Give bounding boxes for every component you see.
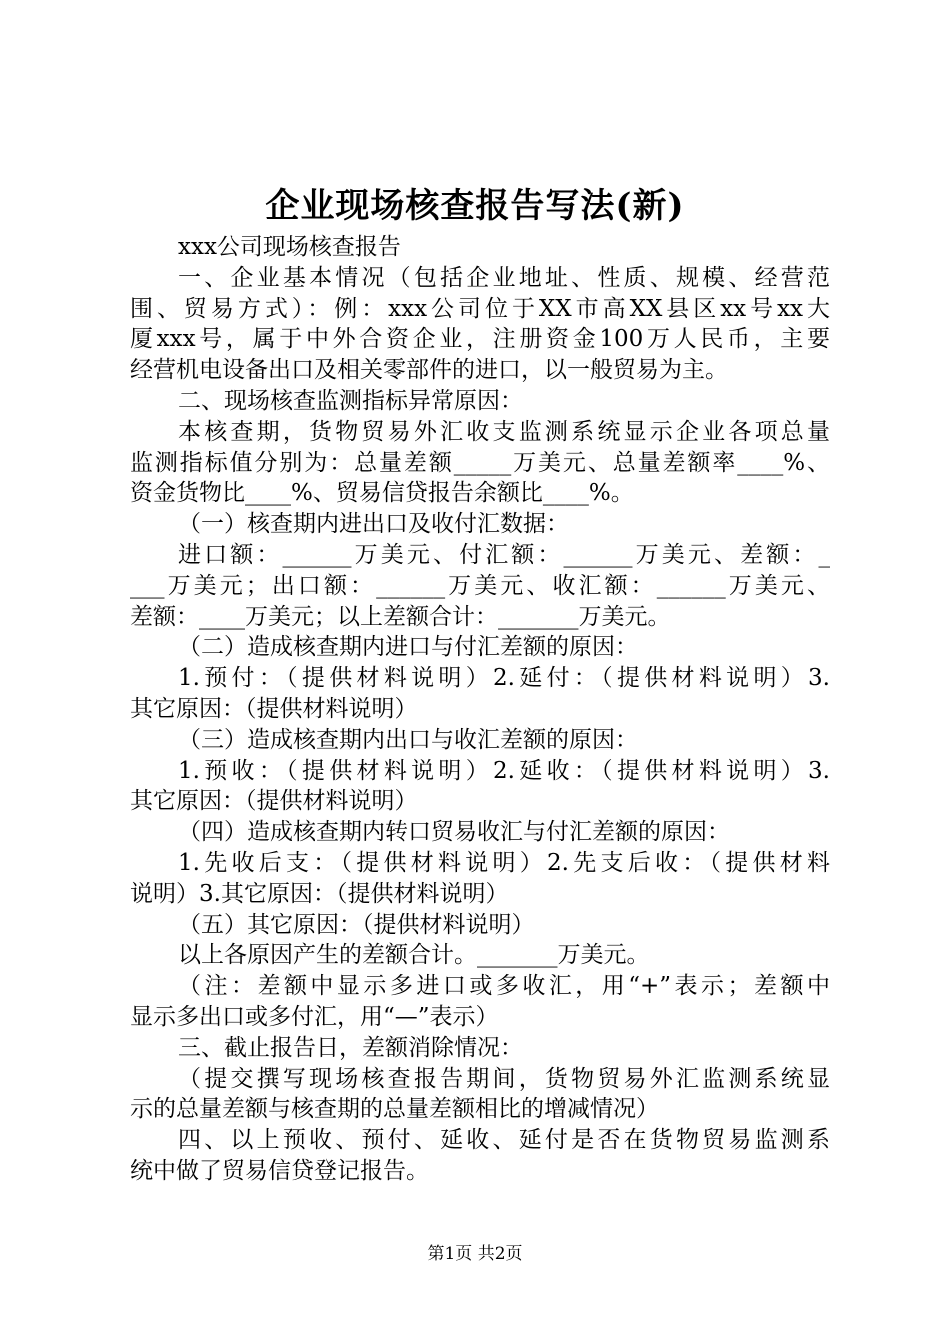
body-line: 1.预收：（提供材料说明）2.延收：（提供材料说明）3. [178, 757, 830, 784]
document-title: 企业现场核查报告写法(新) [265, 186, 685, 226]
body-line: 本核查期，货物贸易外汇收支监测系统显示企业各项总量 [178, 418, 830, 445]
body-line: ___万美元；出口额：______万美元、收汇额：______万美元、 [130, 572, 830, 599]
body-line: （五）其它原因：（提供材料说明） [178, 911, 535, 938]
body-line: 进口额：______万美元、付汇额：______万美元、差额：_ [178, 541, 830, 568]
body-line: 统中做了贸易信贷登记报告。 [130, 1157, 429, 1184]
body-line: （一）核查期内进出口及收付汇数据： [178, 511, 569, 538]
body-line: 一、企业基本情况（包括企业地址、性质、规模、经营范 [178, 264, 830, 291]
document-body [130, 232, 830, 1187]
body-line: 1.预付：（提供材料说明）2.延付：（提供材料说明）3. [178, 665, 830, 692]
body-line: xxx公司现场核查报告 [178, 234, 401, 260]
body-line: 资金货物比____%、贸易信贷报告余额比____%。 [130, 480, 634, 507]
body-line: 显示多出口或多付汇，用“—”表示） [130, 1003, 499, 1030]
body-line: 说明）3.其它原因：（提供材料说明） [130, 880, 509, 907]
body-line: 二、现场核查监测指标异常原因： [178, 387, 523, 414]
body-line: 厦xxx号，属于中外合资企业，注册资金100万人民币，主要 [130, 326, 830, 353]
body-line: 围、贸易方式）：例：xxx公司位于XX市高XX县区xx号xx大 [130, 295, 830, 322]
body-line: 四、以上预收、预付、延收、延付是否在货物贸易监测系 [178, 1127, 830, 1154]
body-line: 三、截止报告日，差额消除情况： [178, 1034, 523, 1061]
body-line: （注：差额中显示多进口或多收汇，用“+”表示；差额中 [178, 973, 830, 1000]
body-line: 其它原因：（提供材料说明） [130, 788, 418, 815]
body-line: 监测指标值分别为：总量差额_____万美元、总量差额率____%、 [130, 449, 830, 476]
page-footer: 第1页 共2页 [427, 1244, 523, 1264]
body-line: （三）造成核查期内出口与收汇差额的原因： [178, 726, 638, 753]
body-line: 差额：____万美元；以上差额合计：_______万美元。 [130, 603, 671, 630]
body-line: 1.先收后支：（提供材料说明）2.先支后收：（提供材料 [178, 849, 830, 876]
body-line: （二）造成核查期内进口与付汇差额的原因： [178, 634, 638, 661]
body-line: （四）造成核查期内转口贸易收汇与付汇差额的原因： [178, 819, 730, 846]
body-line: 以上各原因产生的差额合计。_______万美元。 [178, 942, 650, 969]
body-line: （提交撰写现场核查报告期间，货物贸易外汇监测系统显 [178, 1065, 830, 1092]
body-line: 其它原因：（提供材料说明） [130, 695, 418, 722]
body-line: 经营机电设备出口及相关零部件的进口，以一般贸易为主。 [130, 357, 728, 384]
body-line: 示的总量差额与核查期的总量差额相比的增减情况） [130, 1096, 659, 1123]
